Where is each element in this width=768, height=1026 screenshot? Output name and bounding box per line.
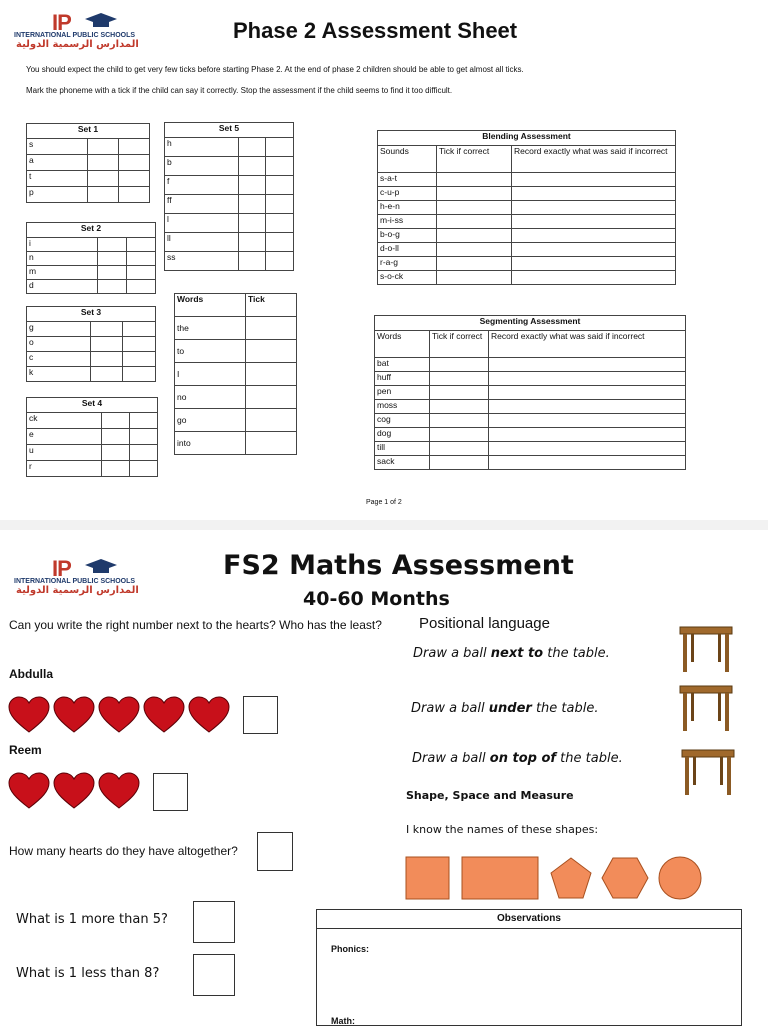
maths-subtitle: 40-60 Months xyxy=(303,588,450,610)
word: I xyxy=(175,363,246,386)
page-title: Phase 2 Assessment Sheet xyxy=(233,18,518,43)
tick-cell[interactable] xyxy=(266,138,294,157)
tick-cell[interactable] xyxy=(437,215,512,229)
sound: c-u-p xyxy=(378,187,437,201)
tick-cell[interactable] xyxy=(437,229,512,243)
word: bat xyxy=(375,358,430,372)
tick-cell[interactable] xyxy=(437,173,512,187)
record-cell[interactable] xyxy=(489,386,686,400)
tick-cell[interactable] xyxy=(239,138,266,157)
tick-cell[interactable] xyxy=(430,372,489,386)
word: moss xyxy=(375,400,430,414)
positional-title: Positional language xyxy=(419,615,550,632)
record-cell[interactable] xyxy=(512,201,676,215)
sound: s-a-t xyxy=(378,173,437,187)
tick-cell[interactable] xyxy=(123,322,156,337)
logo-english: INTERNATIONAL PUBLIC SCHOOLS xyxy=(14,32,136,39)
sound: r-a-g xyxy=(378,257,437,271)
table-icon xyxy=(679,748,737,796)
child-name-reem: Reem xyxy=(9,743,42,757)
set-1-table xyxy=(26,123,150,203)
record-cell[interactable] xyxy=(489,456,686,470)
answer-box-less[interactable] xyxy=(193,954,235,996)
record-cell[interactable] xyxy=(512,215,676,229)
heart-icon xyxy=(53,772,95,810)
phoneme: c xyxy=(27,352,91,367)
record-cell[interactable] xyxy=(489,400,686,414)
word: sack xyxy=(375,456,430,470)
observations-title: Observations xyxy=(317,910,741,929)
total-question: How many hearts do they have altogether? xyxy=(9,844,238,858)
tick-cell[interactable] xyxy=(118,187,149,203)
graduation-cap-icon xyxy=(84,12,118,28)
tick-cell[interactable] xyxy=(97,238,126,252)
phoneme: h xyxy=(165,138,239,157)
intro-line-2: Mark the phoneme with a tick if the child can say it correctly. Stop the assessment if the child seems to find it too difficult. xyxy=(26,86,453,95)
tick-cell[interactable] xyxy=(239,157,266,176)
tick-cell[interactable] xyxy=(87,155,118,171)
tick-cell[interactable] xyxy=(239,176,266,195)
words-table xyxy=(174,293,297,455)
word: into xyxy=(175,432,246,455)
record-cell[interactable] xyxy=(489,358,686,372)
tick-cell[interactable] xyxy=(87,139,118,155)
answer-box-more[interactable] xyxy=(193,901,235,943)
shapes-question: I know the names of these shapes: xyxy=(406,823,599,836)
sound: b-o-g xyxy=(378,229,437,243)
phoneme: o xyxy=(27,337,91,352)
tick-cell[interactable] xyxy=(90,352,123,367)
school-logo xyxy=(14,10,172,52)
heart-icon xyxy=(8,772,50,810)
tick-cell[interactable] xyxy=(430,400,489,414)
word: pen xyxy=(375,386,430,400)
graduation-cap-icon xyxy=(84,558,118,574)
math-label: Math: xyxy=(331,1016,355,1026)
logo-english: INTERNATIONAL PUBLIC SCHOOLS xyxy=(14,578,136,585)
segmenting-table xyxy=(374,315,686,470)
phoneme: s xyxy=(27,139,88,155)
sound: d-o-ll xyxy=(378,243,437,257)
col-header: Words xyxy=(375,331,430,358)
phoneme: b xyxy=(165,157,239,176)
phoneme: e xyxy=(27,429,102,445)
col-header: Record exactly what was said if incorrect xyxy=(489,331,686,358)
record-cell[interactable] xyxy=(512,229,676,243)
tick-cell[interactable] xyxy=(123,367,156,382)
phoneme: ff xyxy=(165,195,239,214)
tick-cell[interactable] xyxy=(246,386,297,409)
logo-letters: IP xyxy=(52,556,71,581)
set-3-table xyxy=(26,306,156,382)
record-cell[interactable] xyxy=(489,372,686,386)
tick-cell[interactable] xyxy=(266,157,294,176)
heart-icon xyxy=(98,772,140,810)
tick-cell[interactable] xyxy=(102,461,130,477)
tick-cell[interactable] xyxy=(130,429,158,445)
maths-title: FS2 Maths Assessment xyxy=(223,550,574,581)
tick-cell[interactable] xyxy=(430,442,489,456)
tick-cell[interactable] xyxy=(266,195,294,214)
tick-cell[interactable] xyxy=(90,367,123,382)
col-header: Tick if correct xyxy=(437,146,512,173)
phonics-label: Phonics: xyxy=(331,944,370,954)
tick-cell[interactable] xyxy=(266,252,294,271)
record-cell[interactable] xyxy=(489,442,686,456)
table-title: Blending Assessment xyxy=(378,131,676,146)
col-header: Sounds xyxy=(378,146,437,173)
phoneme: ss xyxy=(165,252,239,271)
tick-cell[interactable] xyxy=(130,461,158,477)
phoneme: t xyxy=(27,171,88,187)
set-title: Set 2 xyxy=(27,223,156,238)
tick-cell[interactable] xyxy=(87,187,118,203)
answer-box-abdulla[interactable] xyxy=(243,696,278,734)
pentagon-icon xyxy=(549,856,593,900)
tick-cell[interactable] xyxy=(102,445,130,461)
set-5-table xyxy=(164,122,294,271)
tick-cell[interactable] xyxy=(118,139,149,155)
tick-cell[interactable] xyxy=(97,266,126,280)
page-footer: Page 1 of 2 xyxy=(366,499,402,506)
phoneme: n xyxy=(27,252,98,266)
ssm-title: Shape, Space and Measure xyxy=(406,789,574,802)
heart-icon xyxy=(98,696,140,734)
school-logo xyxy=(14,556,172,598)
tick-cell[interactable] xyxy=(118,155,149,171)
record-cell[interactable] xyxy=(512,243,676,257)
word: no xyxy=(175,386,246,409)
answer-box-total[interactable] xyxy=(257,832,293,871)
tick-cell[interactable] xyxy=(126,238,155,252)
tick-cell[interactable] xyxy=(97,252,126,266)
tick-cell[interactable] xyxy=(437,187,512,201)
record-cell[interactable] xyxy=(489,414,686,428)
record-cell[interactable] xyxy=(512,271,676,285)
col-header: Words xyxy=(175,294,246,317)
record-cell[interactable] xyxy=(512,187,676,201)
tick-cell[interactable] xyxy=(87,171,118,187)
answer-box-reem[interactable] xyxy=(153,773,188,811)
intro-line-1: You should expect the child to get very few ticks before starting Phase 2. At the end of phase 2 children should be able to get almost all ticks. xyxy=(26,65,524,74)
tick-cell[interactable] xyxy=(437,257,512,271)
blending-table xyxy=(377,130,676,285)
tick-cell[interactable] xyxy=(430,414,489,428)
circle-icon xyxy=(657,855,703,901)
tick-cell[interactable] xyxy=(123,352,156,367)
phoneme: p xyxy=(27,187,88,203)
sound: s-o-ck xyxy=(378,271,437,285)
col-header: Tick xyxy=(246,294,297,317)
observations-box xyxy=(316,909,742,1026)
tick-cell[interactable] xyxy=(239,233,266,252)
word: to xyxy=(175,340,246,363)
phoneme: r xyxy=(27,461,102,477)
phoneme: d xyxy=(27,280,98,294)
set-title: Set 1 xyxy=(27,124,150,139)
table-icon xyxy=(679,625,733,673)
table-icon xyxy=(678,684,734,732)
tick-cell[interactable] xyxy=(126,252,155,266)
table-title: Segmenting Assessment xyxy=(375,316,686,331)
tick-cell[interactable] xyxy=(102,413,130,429)
sound: h-e-n xyxy=(378,201,437,215)
tick-cell[interactable] xyxy=(239,214,266,233)
phoneme: g xyxy=(27,322,91,337)
positional-on-top: Draw a ball on top of the table. xyxy=(412,751,623,766)
tick-cell[interactable] xyxy=(430,428,489,442)
tick-cell[interactable] xyxy=(118,171,149,187)
tick-cell[interactable] xyxy=(246,317,297,340)
tick-cell[interactable] xyxy=(266,176,294,195)
heart-icon xyxy=(8,696,50,734)
col-header: Tick if correct xyxy=(430,331,489,358)
phoneme: ll xyxy=(165,233,239,252)
tick-cell[interactable] xyxy=(130,413,158,429)
tick-cell[interactable] xyxy=(130,445,158,461)
tick-cell[interactable] xyxy=(126,266,155,280)
phoneme: k xyxy=(27,367,91,382)
record-cell[interactable] xyxy=(512,173,676,187)
page-separator xyxy=(0,520,768,530)
heart-icon xyxy=(188,696,230,734)
heart-icon xyxy=(53,696,95,734)
tick-cell[interactable] xyxy=(246,363,297,386)
set-4-table xyxy=(26,397,158,477)
tick-cell[interactable] xyxy=(430,386,489,400)
heart-icon xyxy=(143,696,185,734)
phoneme: f xyxy=(165,176,239,195)
tick-cell[interactable] xyxy=(97,280,126,294)
logo-arabic: المدارس الرسمية الدولية xyxy=(16,39,139,50)
tick-cell[interactable] xyxy=(437,243,512,257)
word: dog xyxy=(375,428,430,442)
rectangle-icon xyxy=(461,856,539,900)
set-title: Set 3 xyxy=(27,307,156,322)
record-cell[interactable] xyxy=(512,257,676,271)
tick-cell[interactable] xyxy=(239,195,266,214)
word: cog xyxy=(375,414,430,428)
tick-cell[interactable] xyxy=(90,337,123,352)
tick-cell[interactable] xyxy=(239,252,266,271)
tick-cell[interactable] xyxy=(102,429,130,445)
phoneme: l xyxy=(165,214,239,233)
positional-under: Draw a ball under the table. xyxy=(411,701,599,716)
record-cell[interactable] xyxy=(489,428,686,442)
word: go xyxy=(175,409,246,432)
phoneme: m xyxy=(27,266,98,280)
tick-cell[interactable] xyxy=(437,201,512,215)
tick-cell[interactable] xyxy=(437,271,512,285)
phoneme: ck xyxy=(27,413,102,429)
logo-arabic: المدارس الرسمية الدولية xyxy=(16,585,139,596)
positional-next-to: Draw a ball next to the table. xyxy=(413,646,610,661)
hearts-question: Can you write the right number next to the hearts? Who has the least? xyxy=(9,618,382,632)
phoneme: a xyxy=(27,155,88,171)
tick-cell[interactable] xyxy=(430,358,489,372)
set-2-table xyxy=(26,222,156,294)
tick-cell[interactable] xyxy=(266,233,294,252)
set-title: Set 5 xyxy=(165,123,294,138)
logo-letters: IP xyxy=(52,10,71,35)
hexagon-icon xyxy=(601,856,649,900)
word: the xyxy=(175,317,246,340)
set-title: Set 4 xyxy=(27,398,158,413)
phoneme: u xyxy=(27,445,102,461)
word: huff xyxy=(375,372,430,386)
sound: m-i-ss xyxy=(378,215,437,229)
tick-cell[interactable] xyxy=(266,214,294,233)
child-name-abdulla: Abdulla xyxy=(9,667,53,681)
more-question: What is 1 more than 5? xyxy=(16,912,168,927)
tick-cell[interactable] xyxy=(90,322,123,337)
phoneme: i xyxy=(27,238,98,252)
square-icon xyxy=(405,856,450,900)
tick-cell[interactable] xyxy=(123,337,156,352)
tick-cell[interactable] xyxy=(246,340,297,363)
tick-cell[interactable] xyxy=(246,409,297,432)
less-question: What is 1 less than 8? xyxy=(16,966,160,981)
tick-cell[interactable] xyxy=(126,280,155,294)
word: till xyxy=(375,442,430,456)
tick-cell[interactable] xyxy=(246,432,297,455)
tick-cell[interactable] xyxy=(430,456,489,470)
col-header: Record exactly what was said if incorrect xyxy=(512,146,676,173)
